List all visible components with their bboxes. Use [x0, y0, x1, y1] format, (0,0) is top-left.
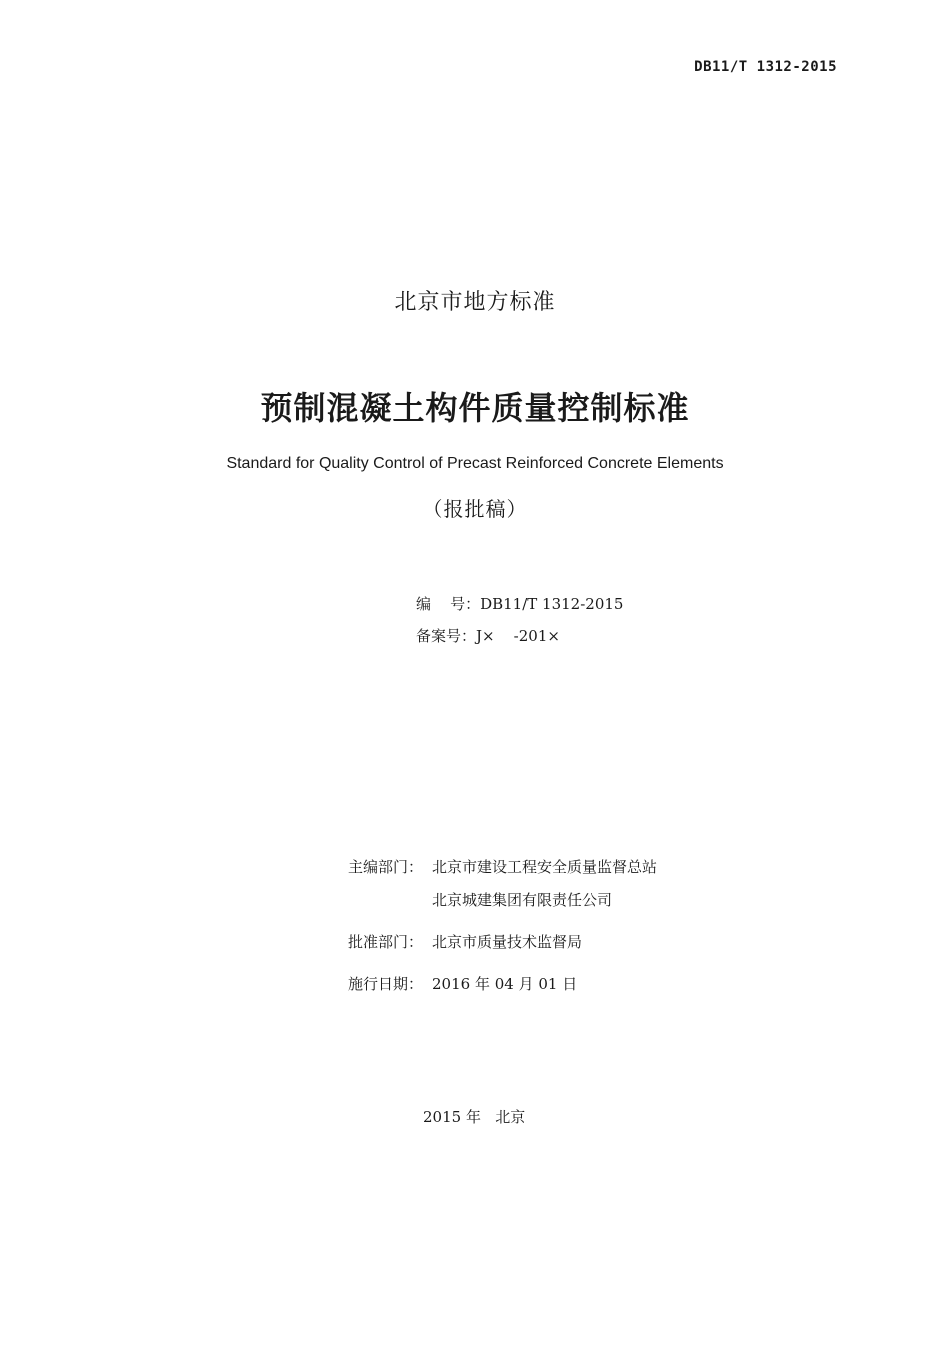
- record-row: [416, 620, 623, 652]
- number-row: [416, 588, 623, 620]
- document-title-english: Standard for Quality Control of Precast Reinforced Concrete Elements: [226, 455, 724, 472]
- number-value: DB11/T 1312-2015: [480, 595, 624, 613]
- approver-label: 批准部门：: [348, 933, 424, 951]
- info-block: [348, 856, 657, 994]
- editor-row-secondary: [348, 889, 657, 931]
- identifier-block: [416, 588, 623, 652]
- editor-value-secondary: 北京城建集团有限责任公司: [432, 891, 613, 909]
- editor-label-spacer: [348, 889, 432, 931]
- publication-year: 2015 年: [423, 1108, 481, 1126]
- document-title: 预制混凝土构件质量控制标准: [260, 389, 690, 427]
- editor-label: 主编部门：: [348, 858, 424, 876]
- standard-category: 北京市地方标准: [394, 290, 556, 315]
- record-label: 备案号：: [416, 627, 477, 645]
- publication-city: 北京: [495, 1108, 526, 1126]
- editor-value-primary: 北京市建设工程安全质量监督总站: [432, 858, 658, 876]
- effective-date-value: 2016 年 04 月 01 日: [432, 975, 578, 993]
- editor-row: [348, 856, 657, 889]
- standard-code: DB11/T 1312-2015: [694, 59, 837, 75]
- approver-value: 北京市质量技术监督局: [432, 933, 583, 951]
- effective-date-row: [348, 973, 657, 994]
- effective-date-label: 施行日期：: [348, 975, 424, 993]
- approver-row: [348, 931, 657, 973]
- record-value: J× -201×: [476, 627, 560, 645]
- number-label: 编 号：: [416, 595, 481, 613]
- publication-line: [423, 1106, 525, 1127]
- draft-status: （报批稿）: [422, 497, 528, 521]
